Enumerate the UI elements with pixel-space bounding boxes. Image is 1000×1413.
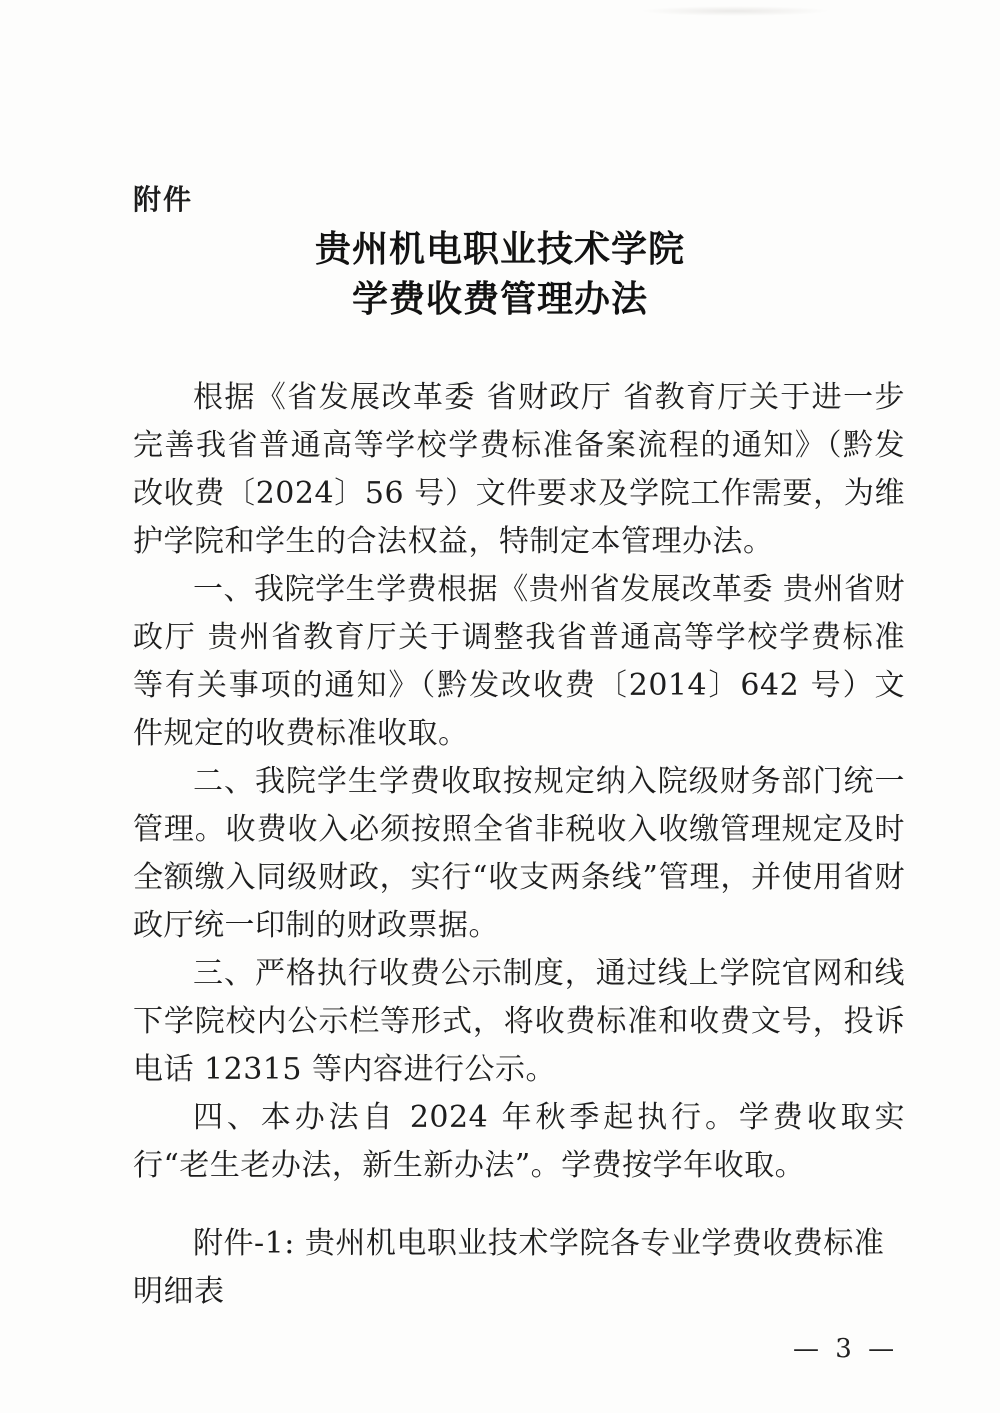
body-paragraph-intro: 根据《省发展改革委 省财政厅 省教育厅关于进一步完善我省普通高等学校学费标准备案流程的通知》（黔发改收费〔2024〕56 号）文件要求及学院工作需要，为维护学院和学生的合法权益，特制定本管理办法。 [133, 380, 905, 559]
document-title-line1: 贵州机电职业技术学院 [314, 228, 685, 270]
appendix-note: 附件-1: 贵州机电职业技术学院各专业学费收费标准明细表 [133, 1226, 885, 1309]
body-paragraph-item-3: 三、严格执行收费公示制度，通过线上学院官网和线下学院校内公示栏等形式，将收费标准和收费文号，投诉电话 12315 等内容进行公示。 [133, 956, 905, 1087]
scan-smudge-artifact [640, 6, 830, 16]
page-number: — 3 — [793, 1334, 899, 1364]
document-body [133, 374, 905, 1316]
document-title-line2: 学费收费管理办法 [351, 278, 648, 320]
scan-edge-artifact [0, 0, 1000, 5]
document-title [0, 224, 1000, 324]
attachment-label: 附件 [133, 183, 194, 216]
body-paragraph-item-1: 一、我院学生学费根据《贵州省发展改革委 贵州省财政厅 贵州省教育厅关于调整我省普通高等学校学费标准等有关事项的通知》（黔发改收费〔2014〕642 号）文件规定的收费标准收取。 [133, 572, 905, 751]
body-paragraph-item-2: 二、我院学生学费收取按规定纳入院级财务部门统一管理。收费收入必须按照全省非税收入收缴管理规定及时全额缴入同级财政，实行“收支两条线”管理，并使用省财政厅统一印制的财政票据。 [133, 764, 905, 943]
body-paragraph-item-4: 四、本办法自 2024 年秋季起执行。学费收取实行“老生老办法，新生新办法”。学费按学年收取。 [133, 1100, 905, 1183]
